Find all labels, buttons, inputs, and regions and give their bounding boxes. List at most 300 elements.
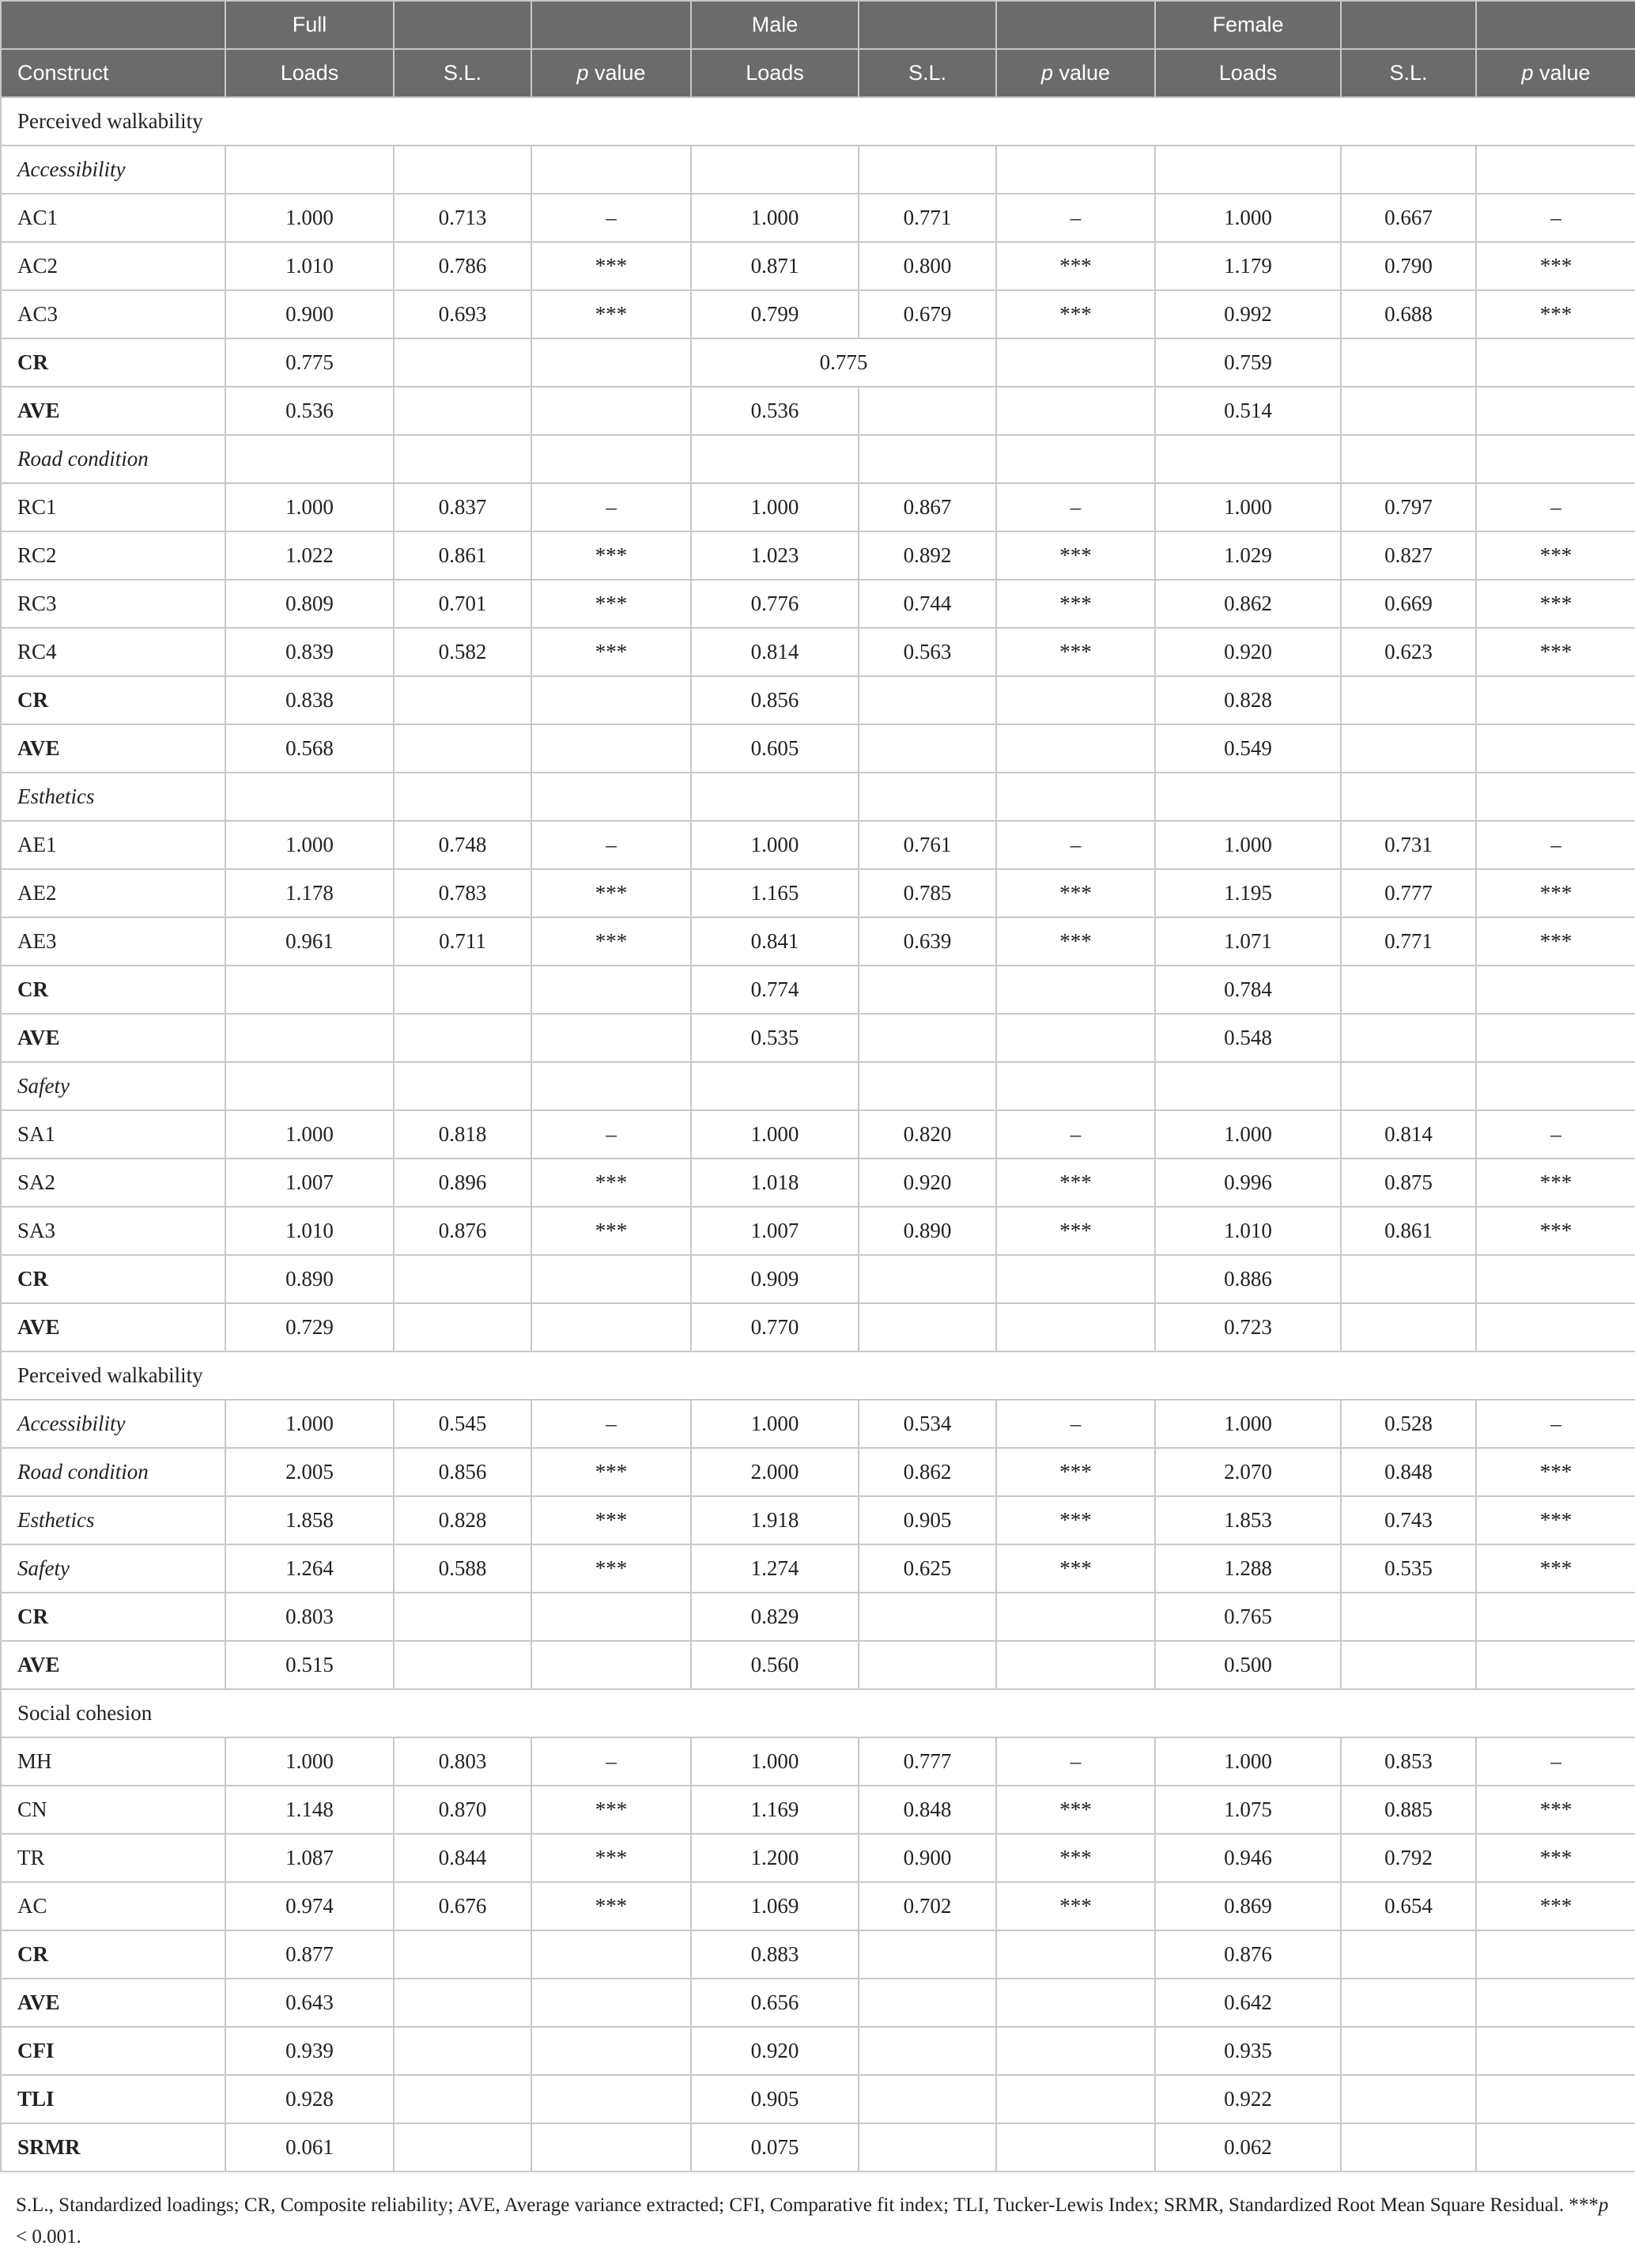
table-cell: 0.885 — [1341, 1786, 1476, 1834]
table-cell: 0.792 — [1341, 1834, 1476, 1882]
table-cell: 0.803 — [225, 1593, 394, 1641]
table-cell: 0.536 — [225, 387, 394, 435]
table-cell — [1155, 1062, 1341, 1110]
table-cell: 0.892 — [859, 531, 996, 580]
table-cell: 1.000 — [1155, 483, 1341, 531]
table-cell — [996, 2075, 1155, 2123]
table-cell: 0.723 — [1155, 1303, 1341, 1351]
row-label: AC2 — [1, 242, 225, 290]
row-label: AVE — [1, 1303, 225, 1351]
table-cell: 0.759 — [1155, 338, 1341, 387]
table-cell — [996, 2123, 1155, 2172]
table-cell — [859, 1303, 996, 1351]
table-cell: *** — [1476, 290, 1635, 338]
table-cell — [1341, 1062, 1476, 1110]
table-cell: *** — [1476, 580, 1635, 628]
table-cell: 0.814 — [691, 628, 859, 676]
table-cell: 0.061 — [225, 2123, 394, 2172]
table-cell: *** — [531, 242, 691, 290]
table-cell — [394, 2075, 531, 2123]
table-cell — [1341, 1593, 1476, 1641]
table-cell — [531, 435, 691, 483]
table-cell — [1341, 1641, 1476, 1689]
table-cell — [1341, 1303, 1476, 1351]
table-cell: 0.075 — [691, 2123, 859, 2172]
table-cell: 0.062 — [1155, 2123, 1341, 2172]
table-cell: 1.007 — [691, 1207, 859, 1255]
table-cell: 0.992 — [1155, 290, 1341, 338]
table-cell: 0.856 — [394, 1448, 531, 1496]
table-cell — [996, 676, 1155, 724]
table-cell: *** — [1476, 917, 1635, 966]
row-label: Esthetics — [1, 1496, 225, 1544]
table-cell: 1.000 — [225, 821, 394, 869]
table-cell: 0.713 — [394, 194, 531, 242]
table-row — [1, 628, 1635, 676]
row-label: Safety — [1, 1544, 225, 1593]
table-cell: 1.000 — [225, 483, 394, 531]
table-cell: *** — [996, 1544, 1155, 1593]
table-cell: – — [996, 194, 1155, 242]
row-label: SA2 — [1, 1159, 225, 1207]
header-p-value — [1476, 49, 1635, 97]
table-cell: *** — [1476, 1786, 1635, 1834]
table-row — [1, 724, 1635, 773]
table-cell — [225, 435, 394, 483]
table-cell — [1476, 1979, 1635, 2027]
header-blank — [1341, 1, 1476, 49]
table-cell: 1.288 — [1155, 1544, 1341, 1593]
table-cell — [531, 1979, 691, 2027]
table-row — [1, 1544, 1635, 1593]
row-label: CR — [1, 1255, 225, 1303]
table-cell — [225, 146, 394, 194]
table-cell: 0.848 — [1341, 1448, 1476, 1496]
table-cell — [996, 146, 1155, 194]
table-cell: 0.761 — [859, 821, 996, 869]
table-cell — [1476, 1255, 1635, 1303]
table-row — [1, 483, 1635, 531]
table-cell — [1476, 1593, 1635, 1641]
table-cell — [691, 435, 859, 483]
table-cell: 0.535 — [691, 1014, 859, 1062]
table-cell: 1.000 — [691, 194, 859, 242]
table-cell — [1341, 773, 1476, 821]
table-cell: 0.711 — [394, 917, 531, 966]
table-row — [1, 1689, 1635, 1737]
table-cell: 1.069 — [691, 1882, 859, 1930]
table-cell: 0.861 — [1341, 1207, 1476, 1255]
p-rest: value — [1533, 61, 1591, 85]
table-cell: 2.070 — [1155, 1448, 1341, 1496]
table-cell: 0.870 — [394, 1786, 531, 1834]
table-cell: *** — [996, 628, 1155, 676]
table-cell: 0.545 — [394, 1400, 531, 1448]
table-cell — [531, 1641, 691, 1689]
table-cell — [996, 1930, 1155, 1979]
table-cell: 0.701 — [394, 580, 531, 628]
table-cell: 0.814 — [1341, 1110, 1476, 1159]
table-cell: 0.820 — [859, 1110, 996, 1159]
table-cell: 0.844 — [394, 1834, 531, 1882]
table-row — [1, 194, 1635, 242]
table-cell — [394, 724, 531, 773]
footnote-p: p — [1598, 2194, 1609, 2216]
p-rest: value — [1052, 61, 1111, 85]
table-cell: *** — [1476, 242, 1635, 290]
table-cell: *** — [531, 580, 691, 628]
table-cell — [394, 435, 531, 483]
header-blank — [531, 1, 691, 49]
table-cell: 1.023 — [691, 531, 859, 580]
table-cell: 1.195 — [1155, 869, 1341, 917]
header-blank — [996, 1, 1155, 49]
table-cell: 1.179 — [1155, 242, 1341, 290]
table-cell — [996, 1255, 1155, 1303]
table-cell: 0.688 — [1341, 290, 1476, 338]
table-cell: *** — [996, 580, 1155, 628]
table-cell — [996, 773, 1155, 821]
table-cell: 0.669 — [1341, 580, 1476, 628]
table-cell — [859, 1930, 996, 1979]
table-cell — [1155, 435, 1341, 483]
table-cell — [859, 146, 996, 194]
header-group-male: Male — [691, 1, 859, 49]
table-row — [1, 1882, 1635, 1930]
table-row — [1, 580, 1635, 628]
row-label: CN — [1, 1786, 225, 1834]
table-cell — [1476, 2027, 1635, 2075]
table-cell: 1.853 — [1155, 1496, 1341, 1544]
table-cell: 0.731 — [1341, 821, 1476, 869]
table-cell: *** — [996, 1786, 1155, 1834]
header-group-female: Female — [1155, 1, 1341, 49]
row-label: CFI — [1, 2027, 225, 2075]
table-cell — [531, 1014, 691, 1062]
table-cell — [1476, 1303, 1635, 1351]
row-label: SA1 — [1, 1110, 225, 1159]
table-cell — [1155, 773, 1341, 821]
table-cell: 0.771 — [859, 194, 996, 242]
table-cell: 1.000 — [1155, 1400, 1341, 1448]
table-cell: 0.883 — [691, 1930, 859, 1979]
row-label: Road condition — [1, 435, 225, 483]
table-cell: *** — [996, 531, 1155, 580]
table-row — [1, 966, 1635, 1014]
table-cell — [859, 1979, 996, 2027]
table-cell: *** — [1476, 869, 1635, 917]
table-cell: 0.528 — [1341, 1400, 1476, 1448]
table-cell — [859, 1255, 996, 1303]
table-cell — [531, 338, 691, 387]
table-cell: 1.000 — [1155, 1737, 1341, 1786]
header-loads: Loads — [1155, 49, 1341, 97]
table-cell: 0.905 — [691, 2075, 859, 2123]
table-cell — [1476, 1062, 1635, 1110]
table-cell: 0.588 — [394, 1544, 531, 1593]
row-label: Safety — [1, 1062, 225, 1110]
table-cell — [394, 1303, 531, 1351]
table-cell — [859, 724, 996, 773]
row-label: AC — [1, 1882, 225, 1930]
row-label: Social cohesion — [1, 1689, 1635, 1737]
table-row — [1, 1930, 1635, 1979]
table-cell: 0.876 — [1155, 1930, 1341, 1979]
table-cell: – — [531, 194, 691, 242]
table-cell: *** — [531, 869, 691, 917]
table-cell: 0.861 — [394, 531, 531, 580]
table-body — [1, 97, 1635, 2172]
table-row — [1, 821, 1635, 869]
table-cell — [531, 1930, 691, 1979]
row-label: AE1 — [1, 821, 225, 869]
table-cell — [996, 1062, 1155, 1110]
table-cell: 0.702 — [859, 1882, 996, 1930]
table-cell — [394, 1930, 531, 1979]
table-cell: 0.771 — [1341, 917, 1476, 966]
table-cell — [691, 1062, 859, 1110]
table-cell: 0.853 — [1341, 1737, 1476, 1786]
table-cell: 1.010 — [225, 1207, 394, 1255]
table-cell — [531, 146, 691, 194]
table-row — [1, 917, 1635, 966]
table-row — [1, 1737, 1635, 1786]
row-label: SRMR — [1, 2123, 225, 2172]
table-cell: 0.790 — [1341, 242, 1476, 290]
table-cell: 0.886 — [1155, 1255, 1341, 1303]
table-cell: 1.029 — [1155, 531, 1341, 580]
table-cell: *** — [531, 1207, 691, 1255]
table-cell: 0.765 — [1155, 1593, 1341, 1641]
table-cell: 0.775 — [691, 338, 996, 387]
table-cell — [1341, 1930, 1476, 1979]
table-cell — [1341, 1979, 1476, 2027]
table-cell: 1.000 — [691, 483, 859, 531]
table-cell: 0.643 — [225, 1979, 394, 2027]
table-row — [1, 1979, 1635, 2027]
table-cell: – — [1476, 1110, 1635, 1159]
table-cell — [531, 1593, 691, 1641]
table-cell: 1.018 — [691, 1159, 859, 1207]
table-cell: 0.693 — [394, 290, 531, 338]
table-cell: – — [996, 821, 1155, 869]
table-row — [1, 1014, 1635, 1062]
table-cell: *** — [531, 1448, 691, 1496]
table-cell: 0.920 — [691, 2027, 859, 2075]
table-cell — [1341, 435, 1476, 483]
row-label: AC1 — [1, 194, 225, 242]
footnote-tail: < 0.001. — [16, 2226, 81, 2247]
table-row — [1, 1496, 1635, 1544]
table-cell — [225, 1062, 394, 1110]
table-cell: 1.010 — [225, 242, 394, 290]
table-cell: 0.568 — [225, 724, 394, 773]
table-cell — [1476, 2075, 1635, 2123]
table-cell: 0.828 — [394, 1496, 531, 1544]
p-italic: p — [1521, 61, 1534, 85]
table-cell — [859, 2075, 996, 2123]
table-cell: 0.856 — [691, 676, 859, 724]
table-cell — [996, 435, 1155, 483]
table-cell: – — [996, 483, 1155, 531]
table-cell — [1341, 2075, 1476, 2123]
table-cell: 0.841 — [691, 917, 859, 966]
table-cell — [394, 1979, 531, 2027]
row-label: AC3 — [1, 290, 225, 338]
table-cell: 1.264 — [225, 1544, 394, 1593]
table-cell: 0.848 — [859, 1786, 996, 1834]
table-cell — [394, 338, 531, 387]
table-cell: 0.869 — [1155, 1882, 1341, 1930]
table-cell: 0.625 — [859, 1544, 996, 1593]
table-row — [1, 435, 1635, 483]
table-row — [1, 1351, 1635, 1400]
table-cell: 0.939 — [225, 2027, 394, 2075]
table-row — [1, 2075, 1635, 2123]
table-cell: 0.563 — [859, 628, 996, 676]
table-cell — [1476, 146, 1635, 194]
row-label: Road condition — [1, 1448, 225, 1496]
table-cell: 0.774 — [691, 966, 859, 1014]
table-cell: 0.582 — [394, 628, 531, 676]
table-cell: 0.920 — [1155, 628, 1341, 676]
table-cell: 0.777 — [859, 1737, 996, 1786]
table-row — [1, 290, 1635, 338]
table-cell — [1476, 338, 1635, 387]
table-cell: *** — [1476, 531, 1635, 580]
p-italic: p — [576, 61, 589, 85]
table-row — [1, 1255, 1635, 1303]
table-cell — [859, 2123, 996, 2172]
table-cell: 1.000 — [691, 821, 859, 869]
table-cell — [531, 1255, 691, 1303]
table-cell — [691, 146, 859, 194]
table-cell — [531, 2075, 691, 2123]
table-cell — [1476, 1930, 1635, 1979]
table-cell — [394, 1255, 531, 1303]
table-cell — [225, 773, 394, 821]
table-cell — [1476, 1641, 1635, 1689]
table-cell: 0.776 — [691, 580, 859, 628]
row-label: Perceived walkability — [1, 1351, 1635, 1400]
table-row — [1, 2123, 1635, 2172]
row-label: AVE — [1, 1641, 225, 1689]
table-cell — [1341, 387, 1476, 435]
table-row — [1, 97, 1635, 146]
table-cell: 0.818 — [394, 1110, 531, 1159]
table-cell: *** — [531, 628, 691, 676]
table-cell — [225, 966, 394, 1014]
row-label: RC4 — [1, 628, 225, 676]
table-cell: 0.744 — [859, 580, 996, 628]
table-cell: *** — [531, 1496, 691, 1544]
table-cell: 0.862 — [1155, 580, 1341, 628]
table-cell: 1.148 — [225, 1786, 394, 1834]
table-cell: 0.946 — [1155, 1834, 1341, 1882]
table-row — [1, 1448, 1635, 1496]
table-cell: 0.535 — [1341, 1544, 1476, 1593]
table-cell — [394, 676, 531, 724]
table-cell: 0.777 — [1341, 869, 1476, 917]
table-cell — [394, 2027, 531, 2075]
table-cell: – — [531, 1737, 691, 1786]
row-label: AVE — [1, 387, 225, 435]
header-p-value — [996, 49, 1155, 97]
table-row — [1, 387, 1635, 435]
table-cell: 0.515 — [225, 1641, 394, 1689]
table-cell: 0.729 — [225, 1303, 394, 1351]
table-cell: *** — [996, 1496, 1155, 1544]
table-cell: – — [996, 1737, 1155, 1786]
row-label: CR — [1, 1930, 225, 1979]
table-cell — [394, 387, 531, 435]
row-label: CR — [1, 676, 225, 724]
table-cell: 2.000 — [691, 1448, 859, 1496]
table-cell: 0.748 — [394, 821, 531, 869]
table-cell — [1341, 1014, 1476, 1062]
table-cell: 1.087 — [225, 1834, 394, 1882]
table-cell — [1341, 338, 1476, 387]
table-cell — [394, 966, 531, 1014]
row-label: Accessibility — [1, 1400, 225, 1448]
row-label: TR — [1, 1834, 225, 1882]
table-cell — [996, 2027, 1155, 2075]
table-cell — [859, 773, 996, 821]
table-cell: 0.783 — [394, 869, 531, 917]
table-cell: 1.075 — [1155, 1786, 1341, 1834]
table-cell: *** — [996, 917, 1155, 966]
table-cell: 0.799 — [691, 290, 859, 338]
table-cell: *** — [1476, 1448, 1635, 1496]
header-construct: Construct — [1, 49, 225, 97]
table-row — [1, 1062, 1635, 1110]
table-row — [1, 1207, 1635, 1255]
table-cell: 1.000 — [225, 1400, 394, 1448]
table-cell: 1.007 — [225, 1159, 394, 1207]
table-cell — [1476, 724, 1635, 773]
table-cell — [1341, 676, 1476, 724]
row-label: SA3 — [1, 1207, 225, 1255]
table-cell — [996, 1979, 1155, 2027]
table-cell: 0.534 — [859, 1400, 996, 1448]
table-cell — [1341, 2123, 1476, 2172]
table-cell: 0.784 — [1155, 966, 1341, 1014]
table-row — [1, 1400, 1635, 1448]
header-sl: S.L. — [394, 49, 531, 97]
table-cell: 0.974 — [225, 1882, 394, 1930]
table-cell — [531, 773, 691, 821]
table-cell: 0.837 — [394, 483, 531, 531]
table-footnote — [0, 2172, 1635, 2253]
table-cell: 0.770 — [691, 1303, 859, 1351]
table-cell: 0.905 — [859, 1496, 996, 1544]
table-cell — [996, 1641, 1155, 1689]
table-cell: 0.676 — [394, 1882, 531, 1930]
table-cell: 0.679 — [859, 290, 996, 338]
table-cell — [531, 966, 691, 1014]
table-cell: 0.928 — [225, 2075, 394, 2123]
row-label: Perceived walkability — [1, 97, 1635, 146]
table-cell: *** — [531, 290, 691, 338]
table-cell: 0.656 — [691, 1979, 859, 2027]
table-cell — [859, 1593, 996, 1641]
table-cell — [394, 2123, 531, 2172]
header-loads: Loads — [691, 49, 859, 97]
table-cell: 0.536 — [691, 387, 859, 435]
table-cell: 0.775 — [225, 338, 394, 387]
table-row — [1, 146, 1635, 194]
row-label: CR — [1, 966, 225, 1014]
